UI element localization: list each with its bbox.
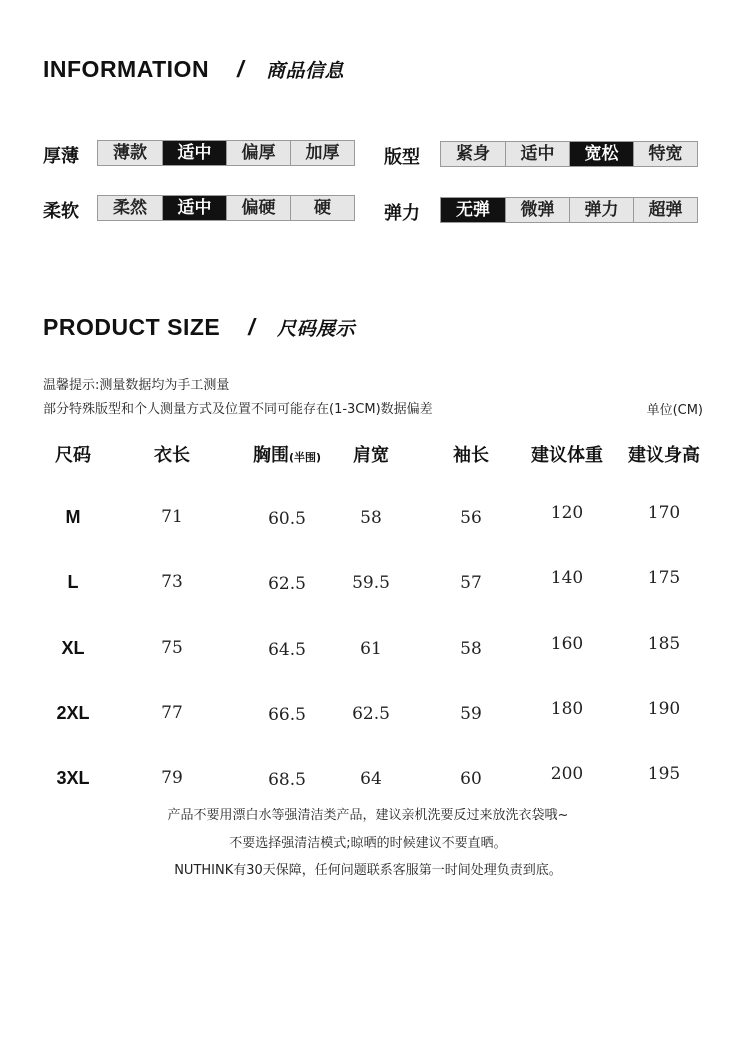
product-size-title-en: PRODUCT SIZE bbox=[43, 314, 221, 340]
table-cell: 62.5 bbox=[352, 704, 390, 724]
table-cell: 64 bbox=[360, 769, 382, 789]
height-header bbox=[614, 441, 714, 467]
thickness-option: 加厚 bbox=[290, 141, 354, 165]
weight-header bbox=[517, 441, 617, 467]
table-cell: 75 bbox=[161, 638, 183, 658]
care-note-1: 产品不要用漂白水等强清洁类产品，建议亲机洗要反过来放洗衣袋哦~ bbox=[167, 808, 569, 823]
softness-option: 硬 bbox=[290, 196, 354, 220]
sleeve-header-text: 袖长 bbox=[453, 445, 489, 466]
table-cell: 200 bbox=[550, 764, 584, 784]
fit-label: 版型 bbox=[384, 147, 420, 168]
softness-option: 偏硬 bbox=[226, 196, 290, 220]
shoulder-header bbox=[321, 441, 421, 467]
measurement-tip: 温馨提示:测量数据均为手工测量 bbox=[43, 378, 230, 393]
table-cell: 64.5 bbox=[268, 640, 306, 660]
care-note-2: 不要选择强清洁模式;晾晒的时候建议不要直晒。 bbox=[229, 836, 507, 851]
unit-label: 单位(CM) bbox=[646, 403, 703, 418]
table-cell: 73 bbox=[161, 572, 183, 592]
chest-header-text: 胸围 bbox=[252, 445, 289, 466]
size-cell: 3XL bbox=[56, 768, 90, 788]
softness-option: 柔然 bbox=[98, 196, 162, 220]
size-header-text: 尺码 bbox=[55, 445, 91, 466]
size-header bbox=[23, 441, 123, 467]
elasticity-option: 无弹 bbox=[441, 198, 505, 222]
table-cell: 56 bbox=[460, 508, 482, 528]
table-cell: 61 bbox=[360, 639, 382, 659]
size-cell: 2XL bbox=[56, 703, 90, 723]
table-cell: 71 bbox=[161, 507, 183, 527]
product-size-title-cn: 尺码展示 bbox=[277, 319, 356, 340]
fit-option: 适中 bbox=[505, 142, 569, 166]
table-cell: 68.5 bbox=[268, 770, 306, 790]
table-cell: 170 bbox=[647, 503, 681, 523]
thickness-option: 偏厚 bbox=[226, 141, 290, 165]
length-header-text: 衣长 bbox=[154, 445, 190, 466]
table-cell: 60.5 bbox=[268, 509, 306, 529]
elasticity-option: 超弹 bbox=[633, 198, 697, 222]
chest-half-note: (半围) bbox=[288, 451, 322, 464]
thickness-label: 厚薄 bbox=[43, 146, 79, 167]
size-cell: L bbox=[67, 572, 79, 592]
size-cell: M bbox=[65, 507, 81, 527]
table-cell: 60 bbox=[460, 769, 482, 789]
guarantee-note: NUTHINK有30天保障，任何问题联系客服第一时间处理负责到底。 bbox=[174, 863, 562, 878]
shoulder-header-text: 肩宽 bbox=[353, 445, 389, 466]
information-title-cn: 商品信息 bbox=[265, 61, 344, 82]
information-title-en: INFORMATION bbox=[43, 56, 210, 82]
fit-option: 特宽 bbox=[633, 142, 697, 166]
elasticity-option: 微弹 bbox=[505, 198, 569, 222]
table-cell: 62.5 bbox=[268, 574, 306, 594]
table-cell: 77 bbox=[161, 703, 183, 723]
table-cell: 180 bbox=[550, 699, 584, 719]
table-cell: 79 bbox=[161, 768, 183, 788]
length-header bbox=[122, 441, 222, 467]
table-cell: 66.5 bbox=[268, 705, 306, 725]
table-cell: 58 bbox=[460, 639, 482, 659]
table-cell: 190 bbox=[647, 699, 681, 719]
thickness-option: 适中 bbox=[162, 141, 226, 165]
table-cell: 120 bbox=[550, 503, 584, 523]
elasticity-label: 弹力 bbox=[384, 203, 420, 224]
size-cell: XL bbox=[61, 638, 85, 658]
table-cell: 175 bbox=[647, 568, 681, 588]
table-cell: 59.5 bbox=[352, 573, 390, 593]
title-slash: / bbox=[248, 314, 256, 340]
deviation-note: 部分特殊版型和个人测量方式及位置不同可能存在(1-3CM)数据偏差 bbox=[43, 402, 433, 417]
sleeve-header bbox=[421, 441, 521, 467]
thickness-option: 薄款 bbox=[98, 141, 162, 165]
table-cell: 59 bbox=[460, 704, 482, 724]
table-cell: 195 bbox=[647, 764, 681, 784]
softness-label: 柔软 bbox=[43, 201, 79, 222]
table-cell: 140 bbox=[550, 568, 584, 588]
title-slash: / bbox=[237, 56, 244, 82]
fit-option: 紧身 bbox=[441, 142, 505, 166]
table-cell: 57 bbox=[460, 573, 482, 593]
height-header-text: 建议身高 bbox=[628, 445, 700, 466]
table-cell: 58 bbox=[360, 508, 382, 528]
table-cell: 185 bbox=[647, 634, 681, 654]
fit-option: 宽松 bbox=[569, 142, 633, 166]
weight-header-text: 建议体重 bbox=[531, 445, 603, 466]
softness-option: 适中 bbox=[162, 196, 226, 220]
table-cell: 160 bbox=[550, 634, 584, 654]
elasticity-option: 弹力 bbox=[569, 198, 633, 222]
